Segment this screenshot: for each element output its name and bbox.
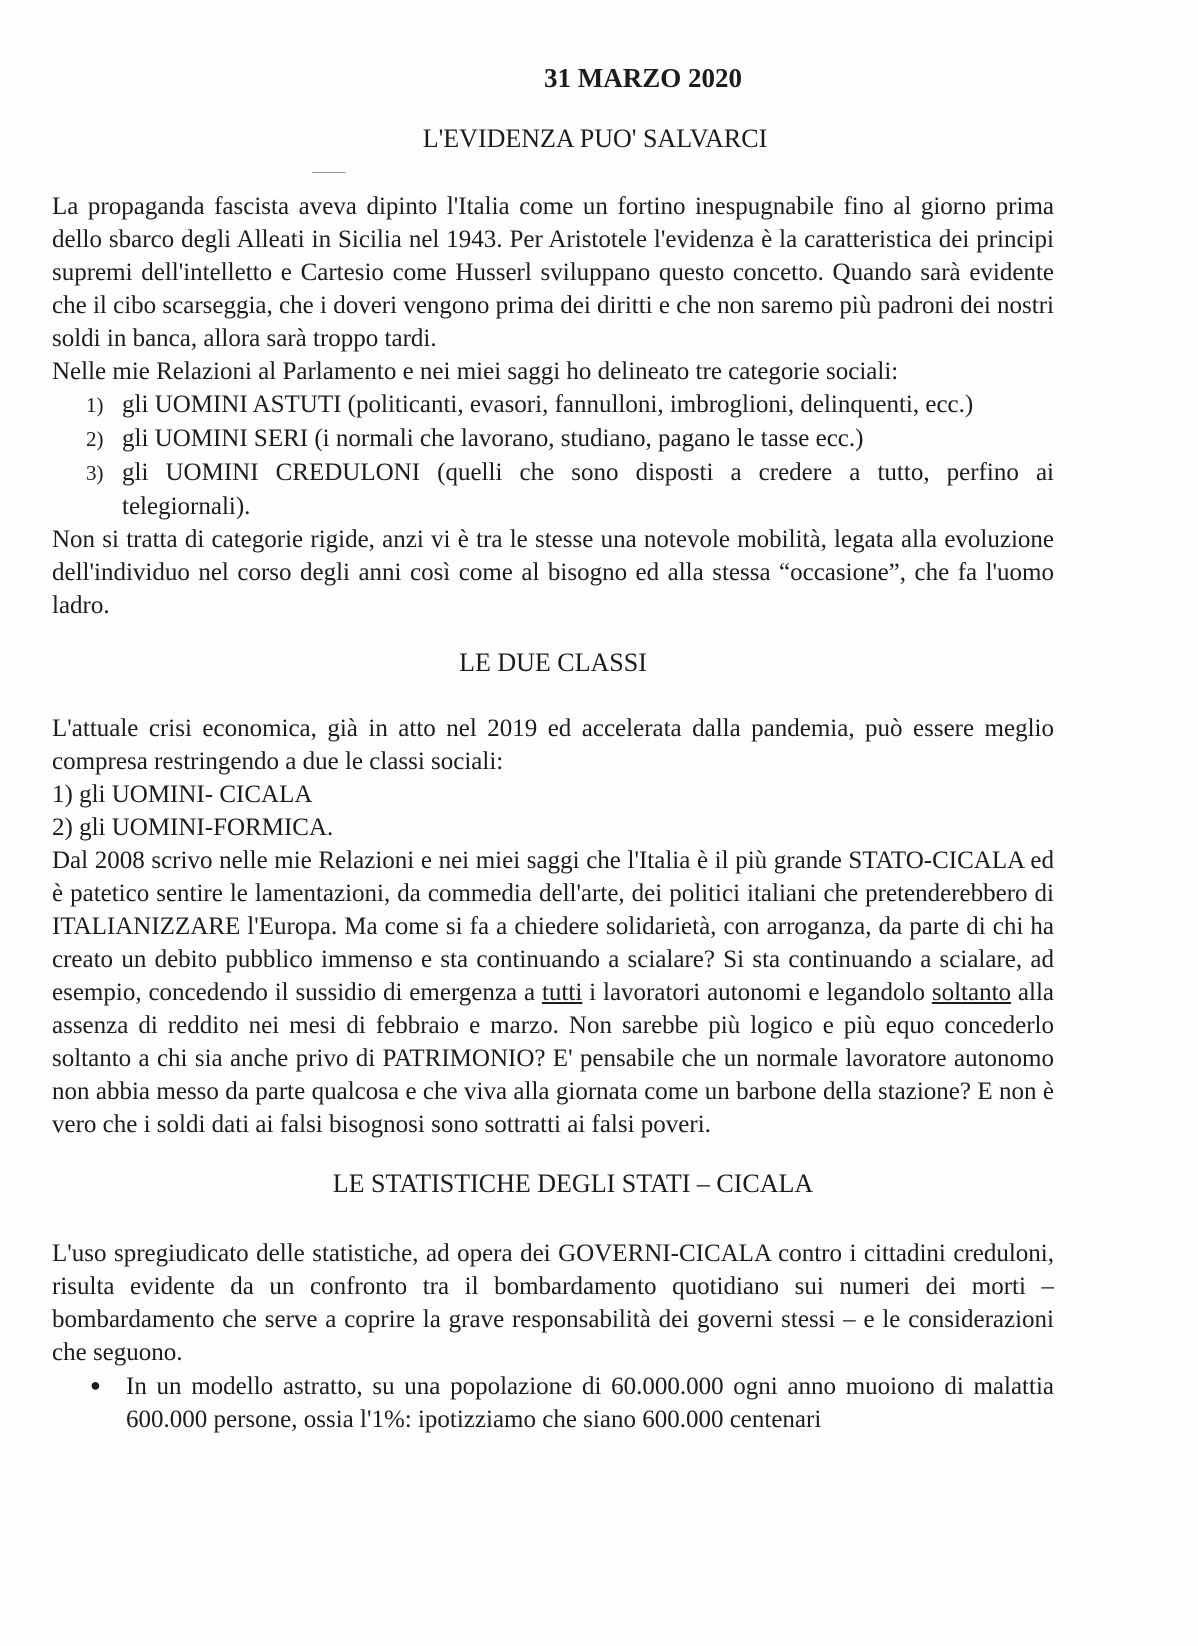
document-date: 31 MARZO 2020 xyxy=(544,63,742,93)
bullet-text: In un modello astratto, su una popolazione di 60.000.000 ogni anno muoiono di malattia 600.000 persone, ossia l'1%: ipotizziamo che siano 600.000 centenari xyxy=(126,1373,1054,1433)
category-text: gli UOMINI ASTUTI (politicanti, evasori, fannulloni, imbroglioni, delinquenti, ecc.) xyxy=(122,391,974,418)
category-item xyxy=(52,388,1054,422)
text-run: i lavoratori autonomi e legandolo xyxy=(582,979,932,1006)
paragraph-mobilita: Non si tratta di categorie rigide, anzi vi è tra le stesse una notevole mobilità, legata alla evoluzione dell'individuo nel corso degli anni così come al bisogno ed alla stessa “occasione”, che fa l'uomo ladro. xyxy=(52,526,1054,619)
bullet-dot-icon: ● xyxy=(90,1375,101,1395)
section-heading-statistiche: LE STATISTICHE DEGLI STATI – CICALA xyxy=(332,1169,814,1198)
text-run: Dal 2008 scrivo nelle mie Relazioni e nei miei saggi che l'Italia è il più grande STATO-CICALA ed è patetico sentire le lamentazioni, da commedia dell'arte, dei politici italiani che pretenderebbero di ITALIANIZZARE l'Europa. Ma come si fa a chiedere solidarietà, con arroganza, da parte di chi ha creato un debito pubblico immenso e sta continuando a scialare? Si sta continuando a scialare, ad esempio, concedendo il sussidio di emergenza a xyxy=(52,847,1054,1006)
section-heading-due-classi: LE DUE CLASSI xyxy=(459,648,647,677)
underlined-word-soltanto: soltanto xyxy=(931,979,1012,1006)
bullet-list xyxy=(52,1369,1054,1436)
category-number: 2) xyxy=(86,427,104,451)
text-run: alla assenza di reddito nei mesi di febbraio e marzo. Non sarebbe più logico e più equo concederlo soltanto a chi sia anche privo di PATRIMONIO? E' pensabile che un normale lavoratore autonomo non abbia messo da parte qualcosa e che viva alla giornata come un barbone della stazione? E non è vero che i soldi dati ai falsi bisognosi sono sottratti ai falsi poveri. xyxy=(52,979,1055,1138)
class-item-formica: 2) gli UOMINI-FORMICA. xyxy=(52,814,334,841)
category-item xyxy=(52,456,1054,523)
category-number: 3) xyxy=(86,461,104,485)
category-text: gli UOMINI SERI (i normali che lavorano, studiano, pagano le tasse ecc.) xyxy=(122,425,864,452)
social-categories-list xyxy=(52,388,1054,523)
document-body xyxy=(52,58,1054,1436)
paragraph-categorie-intro: Nelle mie Relazioni al Parlamento e nei miei saggi ho delineato tre categorie sociali: xyxy=(52,358,899,385)
paragraph-stato-cicala xyxy=(52,844,1054,1141)
underlined-word-tutti: tutti xyxy=(541,979,583,1006)
class-item-cicala: 1) gli UOMINI- CICALA xyxy=(52,781,313,808)
category-item xyxy=(52,422,1054,456)
bullet-item xyxy=(52,1369,1054,1436)
category-number: 1) xyxy=(86,393,104,417)
category-text: gli UOMINI CREDULONI (quelli che sono disposti a credere a tutto, perfino ai telegiornali). xyxy=(122,459,1054,520)
section-heading-evidenza: L'EVIDENZA PUO' SALVARCI xyxy=(422,124,768,153)
paragraph-propaganda: La propaganda fascista aveva dipinto l'Italia come un fortino inespugnabile fino al giorno prima dello sbarco degli Alleati in Sicilia nel 1943. Per Aristotele l'evidenza è la caratteristica dei principi supremi dell'intelletto e Cartesio come Husserl sviluppano questo concetto. Quando sarà evidente che il cibo scarseggia, che i doveri vengono prima dei diritti e che non saremo più padroni dei nostri soldi in banca, allora sarà troppo tardi. xyxy=(52,193,1054,352)
paragraph-crisi: L'attuale crisi economica, già in atto nel 2019 ed accelerata dalla pandemia, può essere meglio compresa restringendo a due le classi sociali: xyxy=(52,715,1054,775)
paragraph-statistiche: L'uso spregiudicato delle statistiche, ad opera dei GOVERNI-CICALA contro i cittadini creduloni, risulta evidente da un confronto tra il bombardamento quotidiano sui numeri dei morti – bombardamento che serve a coprire la grave responsabilità dei governi stessi – e le considerazioni che seguono. xyxy=(52,1240,1054,1366)
